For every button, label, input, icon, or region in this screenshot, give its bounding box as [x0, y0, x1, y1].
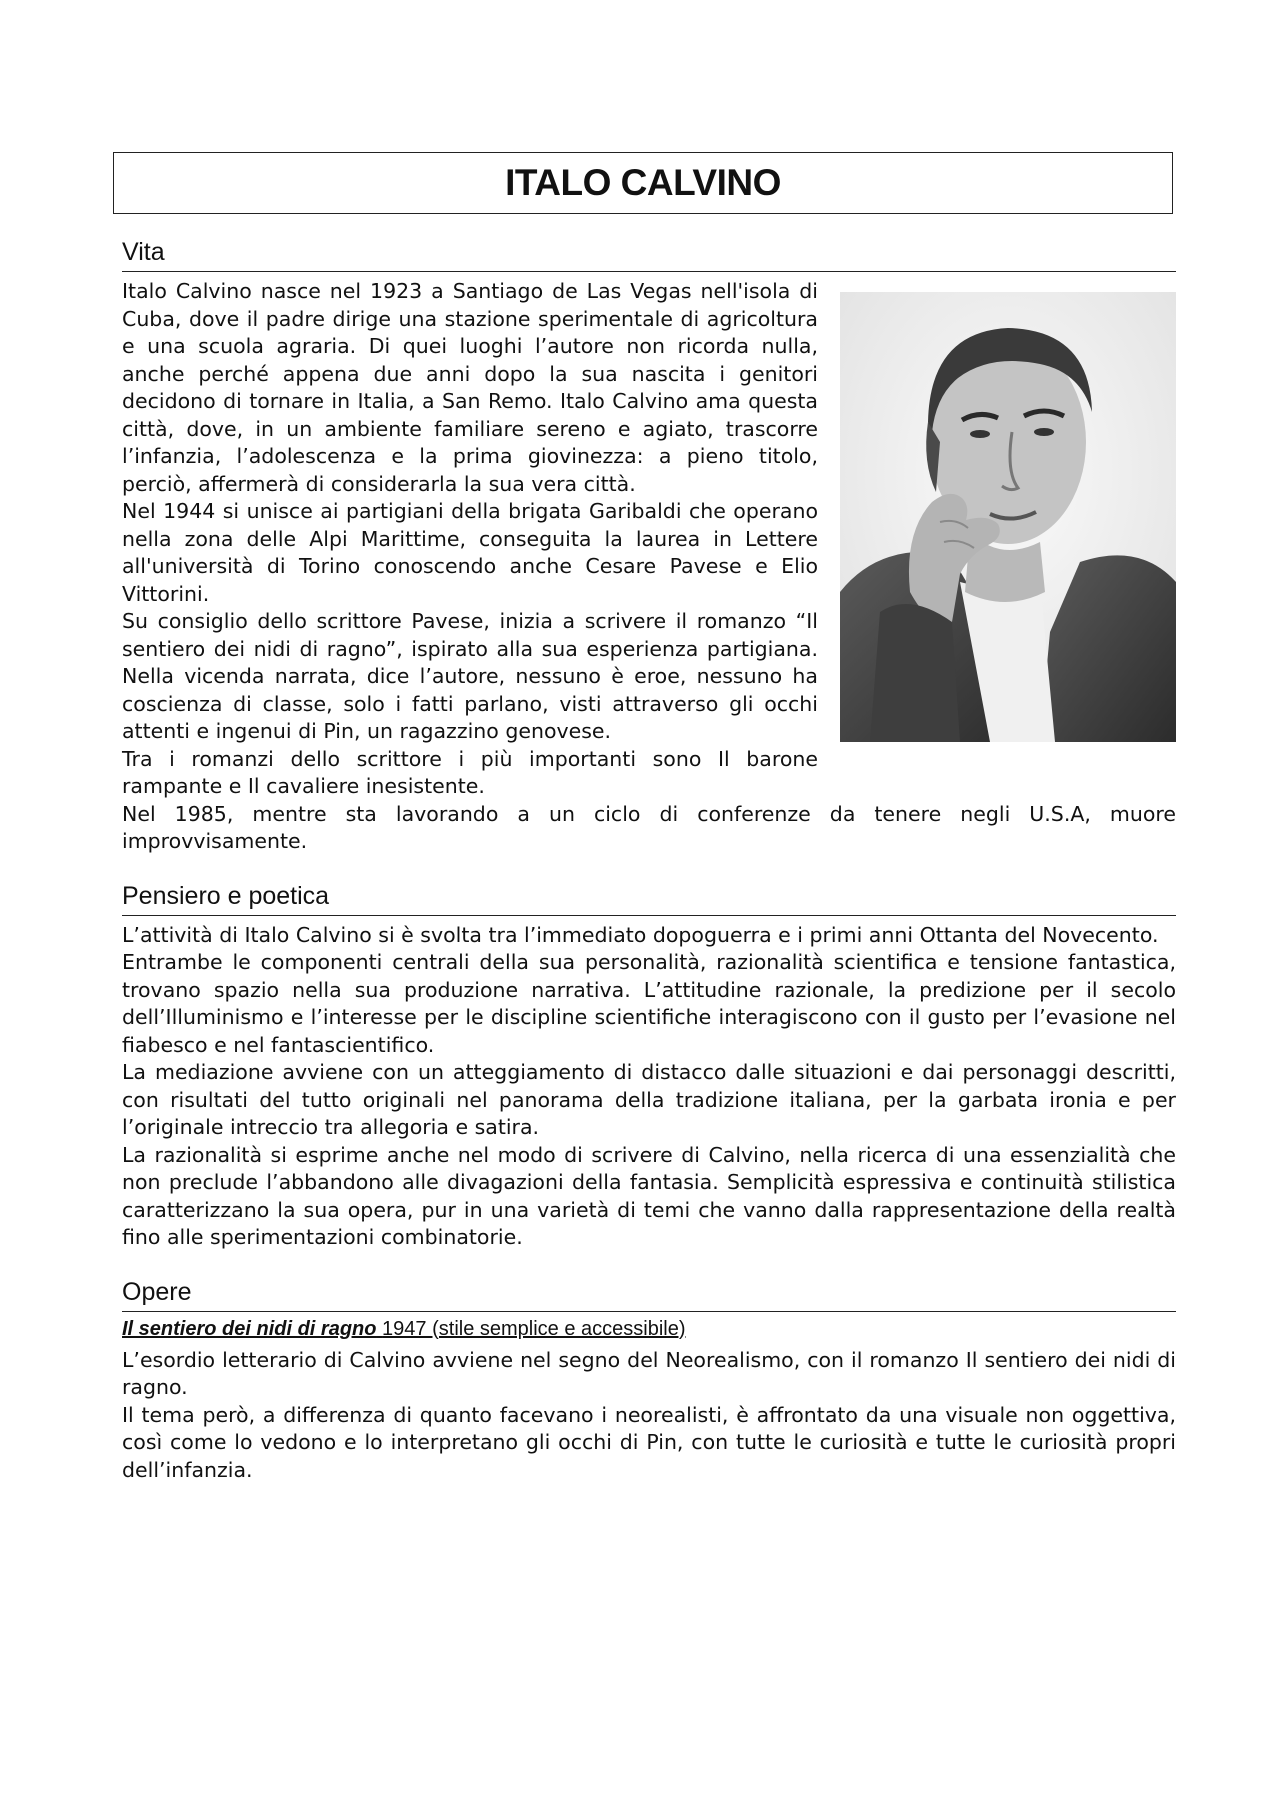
work-details: 1947 (stile semplice e accessibile) — [382, 1317, 686, 1340]
opere-paragraph-2: Il tema però, a differenza di quanto facevano i neorealisti, è affrontato da una visuale non oggettiva, così come lo vedono e lo interpretano gli occhi di Pin, con tutte le curiosità e tutte le curiosità propri dell’infanzia. — [122, 1402, 1176, 1482]
author-portrait-photo — [840, 292, 1176, 742]
pensiero-paragraph-3: La mediazione avviene con un atteggiamento di distacco dalle situazioni e dai personaggi descritti, con risultati del tutto originali nel panorama della tradizione italiana, per la garbata ironia e per l’originale intreccio tra allegoria e satira. — [122, 1060, 1176, 1139]
pensiero-paragraph-1: L’attività di Italo Calvino si è svolta tra l’immediato dopoguerra e i primi anni Ottanta del Novecento. — [122, 922, 1159, 947]
work-title-line — [122, 1318, 1176, 1341]
pensiero-paragraph-2: Entrambe le componenti centrali della sua personalità, razionalità scientifica e tensione fantastica, trovano spazio nella sua produzione narrativa. L’attitudine razionale, la predizione per il secolo dell’Illuminismo e l’interesse per le discipline scientifiche interagiscono con il gusto per l’evasione nel fiabesco e nel fantascientifico. — [122, 950, 1176, 1057]
section-heading-opere: Opere — [122, 1278, 1176, 1312]
opere-paragraph-1: L’esordio letterario di Calvino avviene nel segno del Neorealismo, con il romanzo Il sentiero dei nidi di ragno. — [122, 1347, 1176, 1399]
section-heading-pensiero: Pensiero e poetica — [122, 882, 1176, 916]
section-heading-vita: Vita — [122, 238, 1176, 272]
vita-paragraph-2: Nel 1944 si unisce ai partigiani della brigata Garibaldi che operano nella zona delle Alpi Marittime, conseguita la laurea in Lettere all'università di Torino conoscendo anche Cesare Pavese e Elio Vittorini. — [122, 499, 818, 606]
vita-paragraph-1: Italo Calvino nasce nel 1923 a Santiago de Las Vegas nell'isola di Cuba, dove il padre dirige una stazione sperimentale di agricoltura e una scuola agraria. Di quei luoghi l’autore non ricorda nulla, anche perché appena due anni dopo la sua nascita i genitori decidono di tornare in Italia, a San Remo. Italo Calvino ama questa città, dove, in un ambiente familiare sereno e agiato, trascorre l’infanzia, l’adolescenza e la prima giovinezza: a pieno titolo, perciò, affermerà di considerarla la sua vera città. — [122, 279, 818, 496]
vita-paragraph-5: Nel 1985, mentre sta lavorando a un ciclo di conferenze da tenere negli U.S.A, muore improvvisamente. — [122, 801, 1176, 853]
title-box — [113, 152, 1173, 214]
work-title: Il sentiero dei nidi di ragno — [122, 1317, 377, 1340]
vita-paragraph-4: Tra i romanzi dello scrittore i più importanti sono Il barone rampante e Il cavaliere inesistente. — [122, 746, 818, 798]
document-page — [122, 152, 1176, 1484]
document-title: ITALO CALVINO — [505, 162, 781, 203]
pensiero-paragraph-4: La razionalità si esprime anche nel modo di scrivere di Calvino, nella ricerca di una essenzialità che non preclude l’abbandono alle divagazioni della fantasia. Semplicità espressiva e continuità stilistica caratterizzano la sua opera, pur in una varietà di temi che vanno dalla rappresentazione della realtà fino alle sperimentazioni combinatorie. — [122, 1142, 1176, 1249]
vita-paragraph-3: Su consiglio dello scrittore Pavese, inizia a scrivere il romanzo “Il sentiero dei nidi di ragno”, ispirato alla sua esperienza partigiana. Nella vicenda narrata, dice l’autore, nessuno è eroe, nessuno ha coscienza di classe, solo i fatti parlano, visti attraverso gli occhi attenti e ingenui di Pin, un ragazzino genovese. — [122, 609, 818, 743]
